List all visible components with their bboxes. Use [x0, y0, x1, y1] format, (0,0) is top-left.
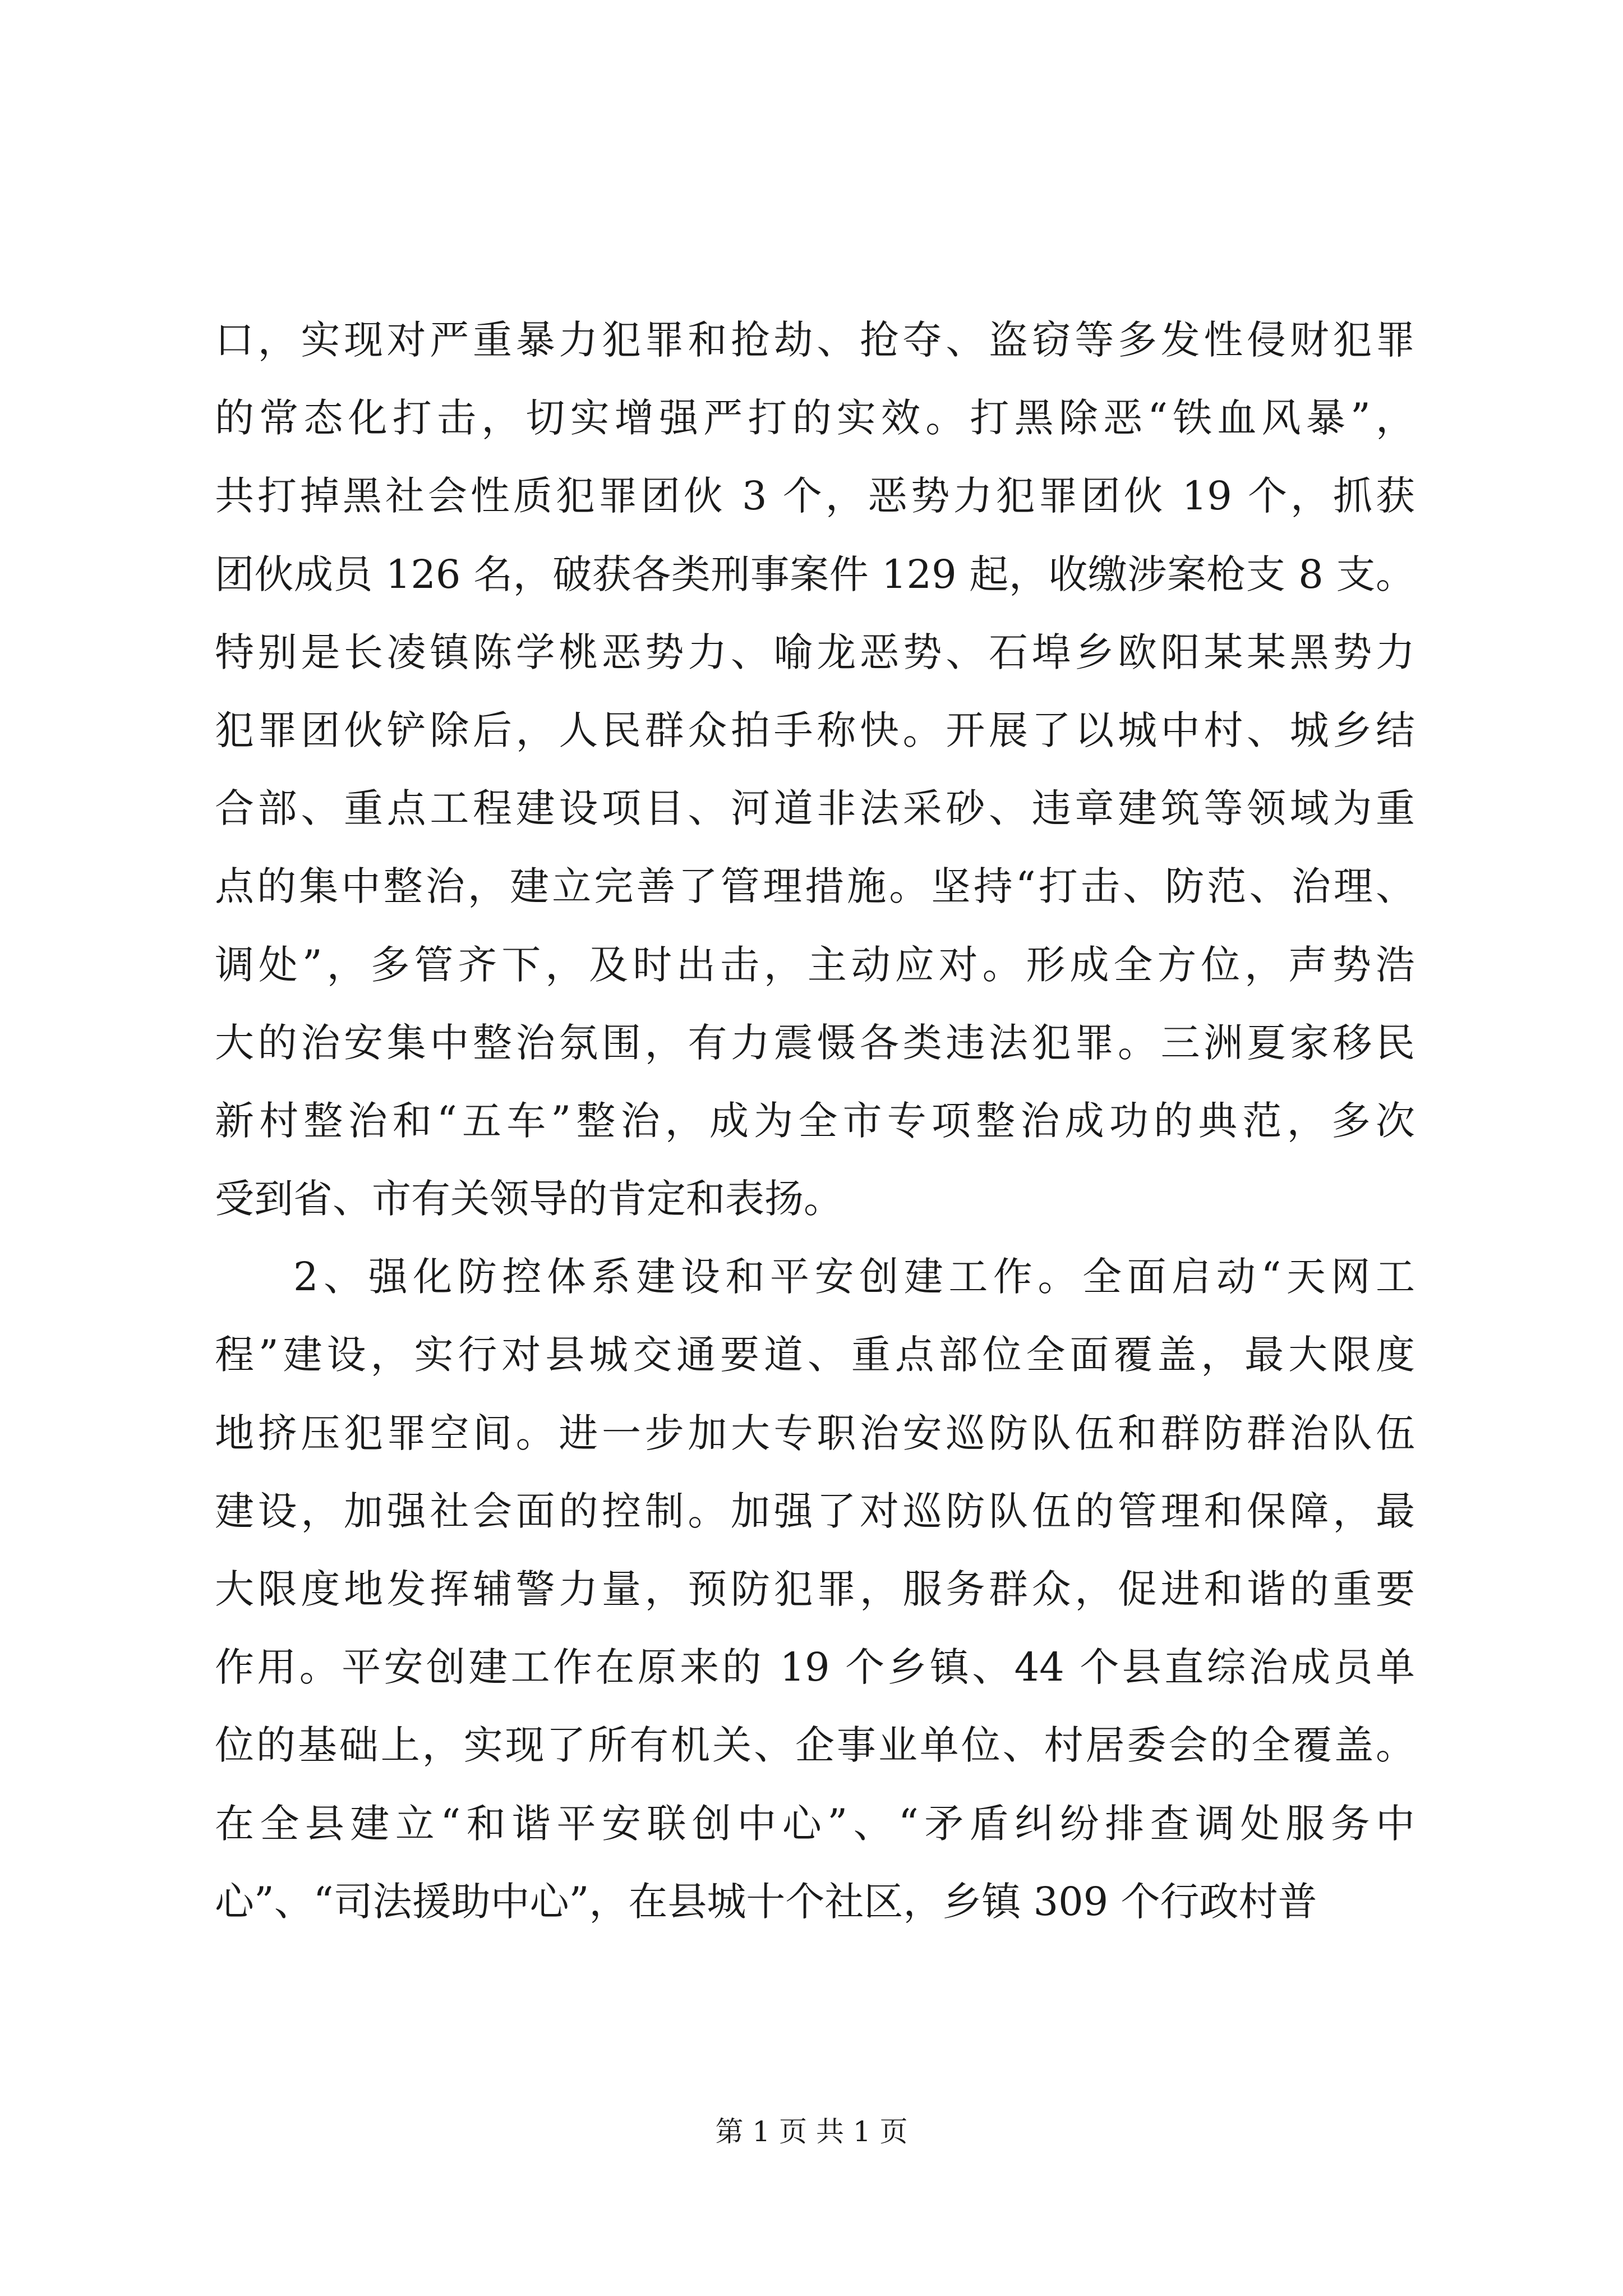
- text-line: 2、强化防控体系建设和平安创建工作。全面启动“天网工: [293, 1254, 1415, 1300]
- body-text: [215, 301, 1415, 1941]
- text-line: 位的基础上，实现了所有机关、企事业单位、村居委会的全覆盖。: [215, 1722, 1415, 1769]
- text-line: 团伙成员 126 名，破获各类刑事案件 129 起，收缴涉案枪支 8 支。: [215, 551, 1415, 597]
- text-line: 大限度地发挥辅警力量，预防犯罪，服务群众，促进和谐的重要: [215, 1566, 1415, 1612]
- text-line: 犯罪团伙铲除后，人民群众拍手称快。开展了以城中村、城乡结: [215, 707, 1415, 753]
- text-line: 建设，加强社会面的控制。加强了对巡防队伍的管理和保障，最: [215, 1488, 1415, 1534]
- text-line: 调处”，多管齐下，及时出击，主动应对。形成全方位，声势浩: [215, 941, 1415, 988]
- text-line: 在全县建立“和谐平安联创中心”、“矛盾纠纷排查调处服务中: [215, 1800, 1415, 1847]
- text-line: 程”建设，实行对县城交通要道、重点部位全面覆盖，最大限度: [215, 1332, 1415, 1378]
- text-line: 的常态化打击，切实增强严打的实效。打黑除恶“铁血风暴”，: [215, 395, 1415, 441]
- paragraph: [215, 1238, 1415, 1941]
- text-line: 合部、重点工程建设项目、河道非法采砂、违章建筑等领域为重: [215, 785, 1415, 832]
- text-line: 大的治安集中整治氛围，有力震慑各类违法犯罪。三洲夏家移民: [215, 1019, 1415, 1066]
- text-line: 作用。平安创建工作在原来的 19 个乡镇、44 个县直综治成员单: [215, 1644, 1415, 1691]
- text-line: 点的集中整治，建立完善了管理措施。坚持“打击、防范、治理、: [215, 863, 1415, 910]
- text-line: 特别是长凌镇陈学桃恶势力、喻龙恶势、石埠乡欧阳某某黑势力: [215, 629, 1415, 675]
- text-line: 共打掉黑社会性质犯罪团伙 3 个，恶势力犯罪团伙 19 个，抓获: [215, 473, 1415, 519]
- page-footer: 第 1 页 共 1 页: [715, 2115, 908, 2148]
- text-line: 地挤压犯罪空间。进一步加大专职治安巡防队伍和群防群治队伍: [215, 1410, 1415, 1456]
- text-line: 受到省、市有关领导的肯定和表扬。: [215, 1176, 843, 1222]
- text-line: 口，实现对严重暴力犯罪和抢劫、抢夺、盗窃等多发性侵财犯罪: [215, 317, 1415, 363]
- text-line: 新村整治和“五车”整治，成为全市专项整治成功的典范，多次: [215, 1097, 1415, 1144]
- paragraph: [215, 301, 1415, 1238]
- text-line: 心”、“司法援助中心”，在县城十个社区，乡镇 309 个行政村普: [215, 1878, 1317, 1925]
